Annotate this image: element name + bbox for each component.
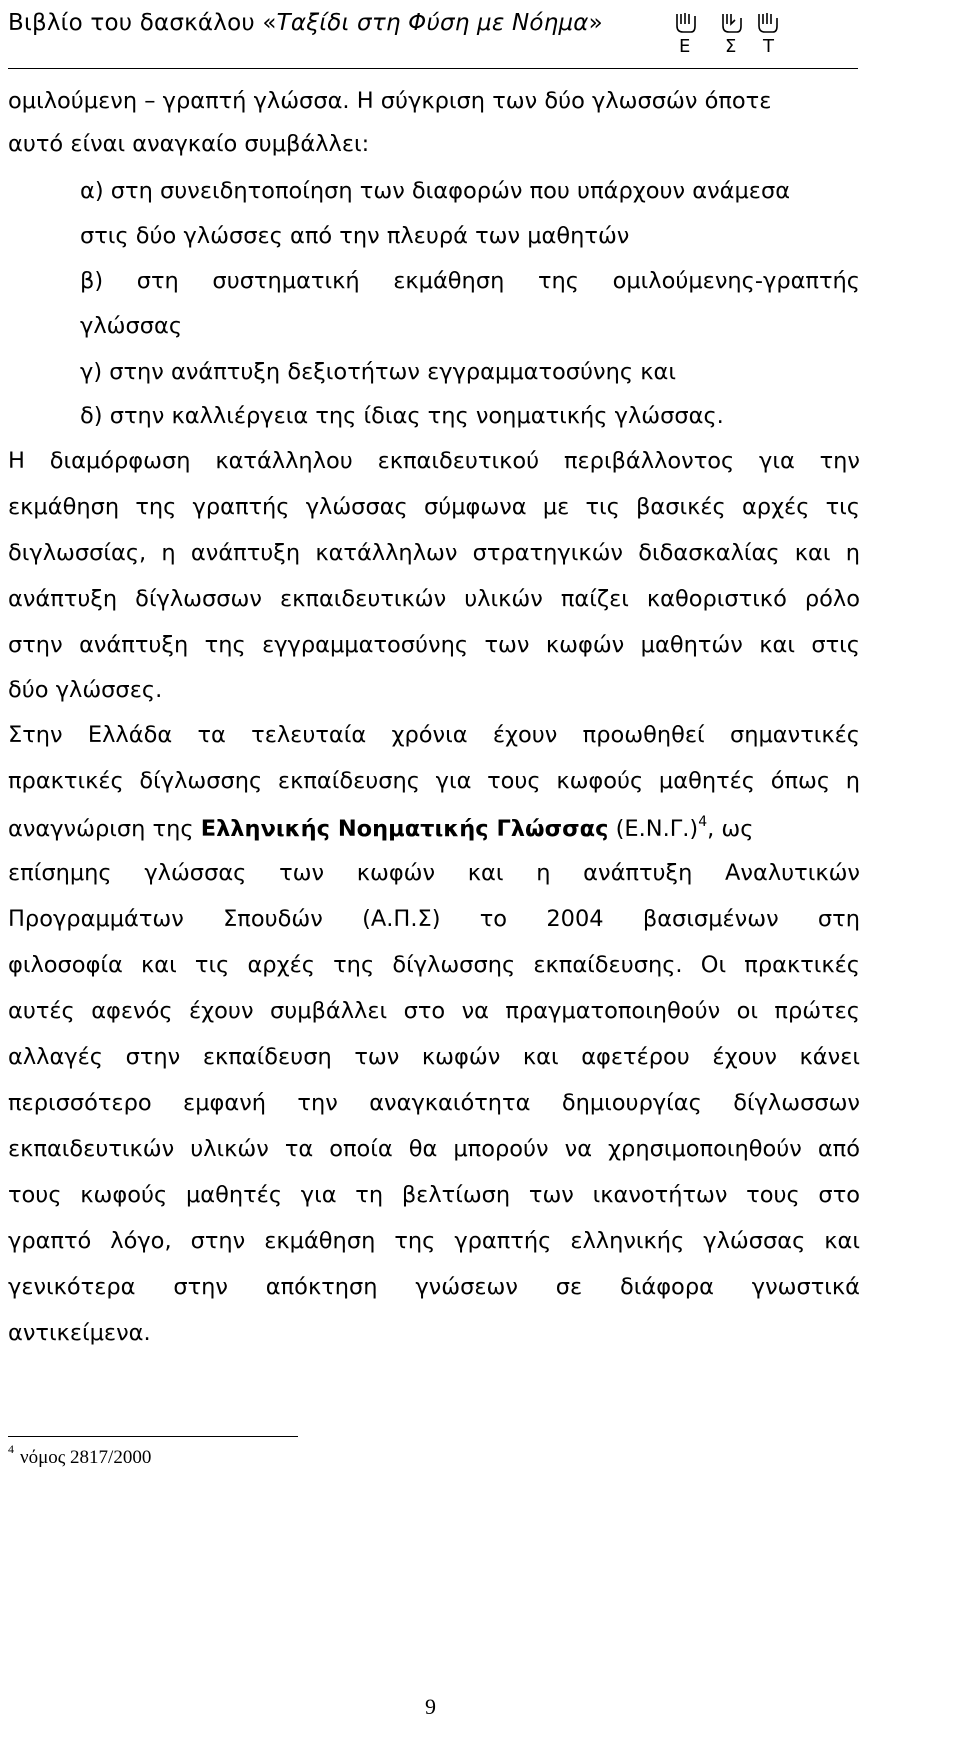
- text-line: εκπαιδευτικών υλικών τα οποία θα μπορούν να χρησιμοποιηθούν από: [8, 1136, 860, 1162]
- text-line: εκμάθηση της γραπτής γλώσσας σύμφωνα με τις βασικές αρχές τις: [8, 494, 860, 520]
- text-line: επίσημης γλώσσας των κωφών και η ανάπτυξη Αναλυτικών: [8, 860, 860, 886]
- footnote: [8, 1442, 151, 1469]
- text-line: τους κωφούς μαθητές για τη βελτίωση των ικανοτήτων τους στο: [8, 1182, 860, 1208]
- header-title-close: »: [588, 10, 603, 36]
- list-item-b: β) στη συστηματική εκμάθηση της ομιλούμενης-γραπτής: [80, 268, 860, 294]
- text-line: Η διαμόρφωση κατάλληλου εκπαιδευτικού περιβάλλοντος για την: [8, 448, 860, 474]
- footnote-reference[interactable]: 4: [698, 814, 708, 830]
- text-segment: αναγνώριση της Ελληνικής Νοηματικής Γλώσσας (Ε.Ν.Γ.)$^4$, ως: [8, 814, 754, 842]
- bold-term: Ελληνικής Νοηματικής Γλώσσας: [200, 816, 609, 842]
- text-line: [8, 814, 860, 842]
- logo-letter-sigma: Σ: [725, 36, 737, 54]
- footnote-text: νόμος 2817/2000: [20, 1447, 152, 1468]
- text-line: Στην Ελλάδα τα τελευταία χρόνια έχουν προωθηθεί σημαντικές: [8, 722, 860, 748]
- text-line: αυτές αφενός έχουν συμβάλλει στο να πραγματοποιηθούν οι πρώτες: [8, 998, 860, 1024]
- text-line: Προγραμμάτων Σπουδών (Α.Π.Σ) το 2004 βασισμένων στη: [8, 906, 860, 932]
- header-title-italic: Ταξίδι στη Φύση με Νόημα: [276, 10, 589, 36]
- text-line: περισσότερο εμφανή την αναγκαιότητα δημιουργίας δίγλωσσων: [8, 1090, 860, 1116]
- text-line: φιλοσοφία και τις αρχές της δίγλωσσης εκπαίδευσης. Οι πρακτικές: [8, 952, 860, 978]
- text-line: αντικείμενα.: [8, 1320, 151, 1346]
- text-line: πρακτικές δίγλωσσης εκπαίδευσης για τους κωφούς μαθητές όπως η: [8, 768, 860, 794]
- list-item-a-cont: στις δύο γλώσσες από την πλευρά των μαθητών: [80, 223, 630, 249]
- header-title-text: Βιβλίο του δασκάλου «: [8, 10, 277, 36]
- list-item-b-cont: γλώσσας: [80, 313, 183, 339]
- footnote-number: 4: [8, 1442, 14, 1456]
- text-line: αυτό είναι αναγκαίο συμβάλλει:: [8, 131, 370, 157]
- logo-letter-t: Τ: [763, 36, 774, 54]
- page-number: 9: [425, 1694, 436, 1719]
- page-header: [8, 10, 858, 54]
- list-item-a: α) στη συνειδητοποίηση των διαφορών που υπάρχουν ανάμεσα: [80, 178, 791, 204]
- logo-letter-e: Ε: [679, 36, 691, 54]
- header-title: [8, 10, 603, 36]
- list-item-c: γ) στην ανάπτυξη δεξιοτήτων εγγραμματοσύνης και: [80, 359, 676, 385]
- text-line: αλλαγές στην εκπαίδευση των κωφών και αφετέρου έχουν κάνει: [8, 1044, 860, 1070]
- header-rule: [8, 68, 858, 69]
- text-line: ανάπτυξη δίγλωσσων εκπαιδευτικών υλικών παίζει καθοριστικό ρόλο: [8, 586, 860, 612]
- list-item-d: δ) στην καλλιέργεια της ίδιας της νοηματικής γλώσσας.: [80, 403, 724, 429]
- text-line: διγλωσσίας, η ανάπτυξη κατάλληλων στρατηγικών διδασκαλίας και η: [8, 540, 860, 566]
- hand-sign-logo-icon: [673, 10, 793, 54]
- text-line: γραπτό λόγο, στην εκμάθηση της γραπτής ελληνικής γλώσσας και: [8, 1228, 860, 1254]
- text-line: δύο γλώσσες.: [8, 677, 163, 703]
- text-line: στην ανάπτυξη της εγγραμματοσύνης των κωφών μαθητών και στις: [8, 632, 860, 658]
- text-line: ομιλούμενη – γραπτή γλώσσα. Η σύγκριση των δύο γλωσσών όποτε: [8, 88, 772, 114]
- footnote-separator: [8, 1436, 298, 1437]
- text-line: γενικότερα στην απόκτηση γνώσεων σε διάφορα γνωστικά: [8, 1274, 860, 1300]
